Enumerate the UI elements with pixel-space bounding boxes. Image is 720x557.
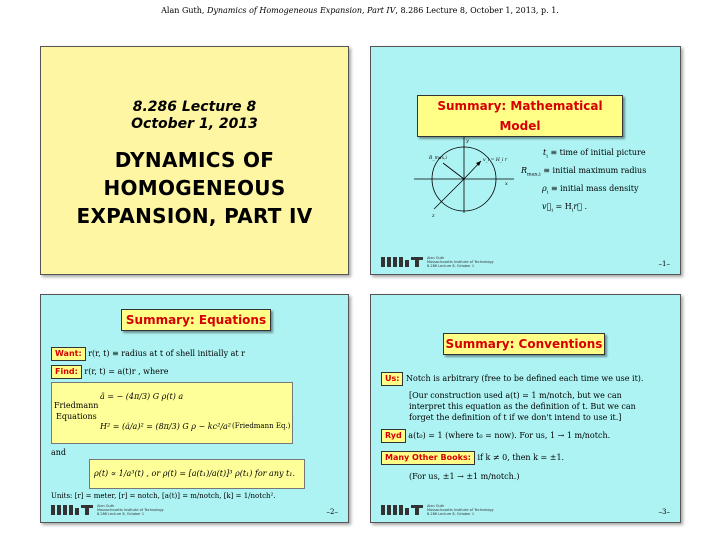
lecture-title-line1: DYNAMICS OF (114, 148, 275, 172)
mit-logo (381, 257, 423, 267)
bracket-line-3: forget the definition of t if we don't intend to use it.] (409, 413, 622, 422)
want-tag: Want: (51, 347, 86, 361)
x-label: x (505, 181, 508, 187)
bracket-line-1: [Our construction used a(t) = 1 m/notch, but we can (409, 391, 622, 400)
slide-title-box: Summary: Mathematical Model (417, 95, 623, 137)
slide-math-model (370, 46, 681, 275)
sphere-diagram (399, 133, 529, 223)
y-label: y (466, 138, 469, 144)
lecture-number: 8.286 Lecture 8 (132, 99, 257, 115)
friedmann-note: (Friedmann Eq.) (232, 422, 291, 430)
slide-equations (40, 294, 349, 523)
acceleration-equation: ä = − (4π/3) G ρ(t) a (100, 392, 184, 401)
density-box (89, 459, 305, 489)
radius-label: R_max,i (429, 156, 447, 161)
lecture-title-line2: HOMOGENEOUS (103, 176, 286, 200)
friedmann-label-2: Equations (56, 412, 97, 421)
ryd-tag: Ryd (381, 429, 406, 443)
find-tag: Find: (51, 365, 82, 379)
want-line: Want: r(r, t) ≡ radius at t of shell initially at r (51, 347, 245, 361)
page-number: –3– (658, 508, 670, 516)
units-text: Units: [r] = meter, [r] = notch, [a(t)] = m/notch, [k] = 1/notch². (51, 492, 276, 500)
mit-logo (51, 505, 93, 515)
def-rmax: $R_{max,i}$ ≡ initial maximum radius (521, 166, 647, 178)
logo-caption: Alan Guth Massachusetts Institute of Technology 8.286 Lecture 8, October 1 (97, 504, 164, 516)
header-author: Alan Guth, (161, 6, 207, 15)
for-us-text: (For us, ±1 → ±1 m/notch.) (409, 472, 520, 481)
header-rest: , 8.286 Lecture 8, October 1, 2013, p. 1. (395, 6, 559, 15)
friedmann-equation: H² = (ȧ/a)² = (8π/3) G ρ − kc²/a² (100, 422, 231, 431)
slide-conventions (370, 294, 681, 523)
mit-logo (381, 505, 423, 515)
us-line: Us: Notch is arbitrary (free to be defined each time we use it). (381, 372, 643, 386)
friedmann-label-1: Friedmann (54, 401, 99, 410)
radius-line (443, 163, 464, 179)
ryd-line: Ryd a(t₀) = 1 (where t₀ = now). For us, 1 → 1 m/notch. (381, 429, 610, 443)
slide-title (40, 46, 349, 275)
slide-title-box: Summary: Equations (121, 309, 271, 331)
def-ti: $t_i$ ≡ time of initial picture (543, 148, 646, 160)
us-tag: Us: (381, 372, 403, 386)
page-header (0, 6, 720, 15)
page-number: –1– (658, 260, 670, 268)
slide-title-box: Summary: Conventions (443, 333, 605, 355)
velocity-label: v_i = H_i r (483, 158, 508, 163)
lecture-title-line3: EXPANSION, PART IV (76, 204, 313, 228)
z-label: z (432, 213, 435, 219)
z-axis (434, 179, 464, 209)
lecture-date: October 1, 2013 (131, 116, 258, 132)
def-rho: $\rho_i$ ≡ initial mass density (542, 184, 639, 196)
header-title: Dynamics of Homogeneous Expansion, Part IV (206, 6, 396, 15)
many-books-line: Many Other Books: if k ≠ 0, then k = ±1. (381, 451, 564, 465)
def-velocity: $v⃗_i$ = $H_ir⃗$ . (542, 202, 588, 214)
density-equation: ρ(t) ∝ 1/a³(t) , or ρ(t) = [a(t₁)/a(t)]³ ρ(t₁) for any t₁. (94, 469, 295, 478)
and-text: and (51, 448, 67, 457)
page-number: –2– (326, 508, 338, 516)
many-books-tag: Many Other Books: (381, 451, 475, 465)
find-line: Find: r(r, t) = a(t)r , where (51, 365, 168, 379)
friedmann-box (51, 382, 293, 444)
bracket-line-2: interpret this equation as the definition of t. But we can (409, 402, 636, 411)
logo-caption: Alan Guth Massachusetts Institute of Technology 8.286 Lecture 8, October 1 (427, 256, 494, 268)
logo-caption: Alan Guth Massachusetts Institute of Technology 8.286 Lecture 8, October 1 (427, 504, 494, 516)
